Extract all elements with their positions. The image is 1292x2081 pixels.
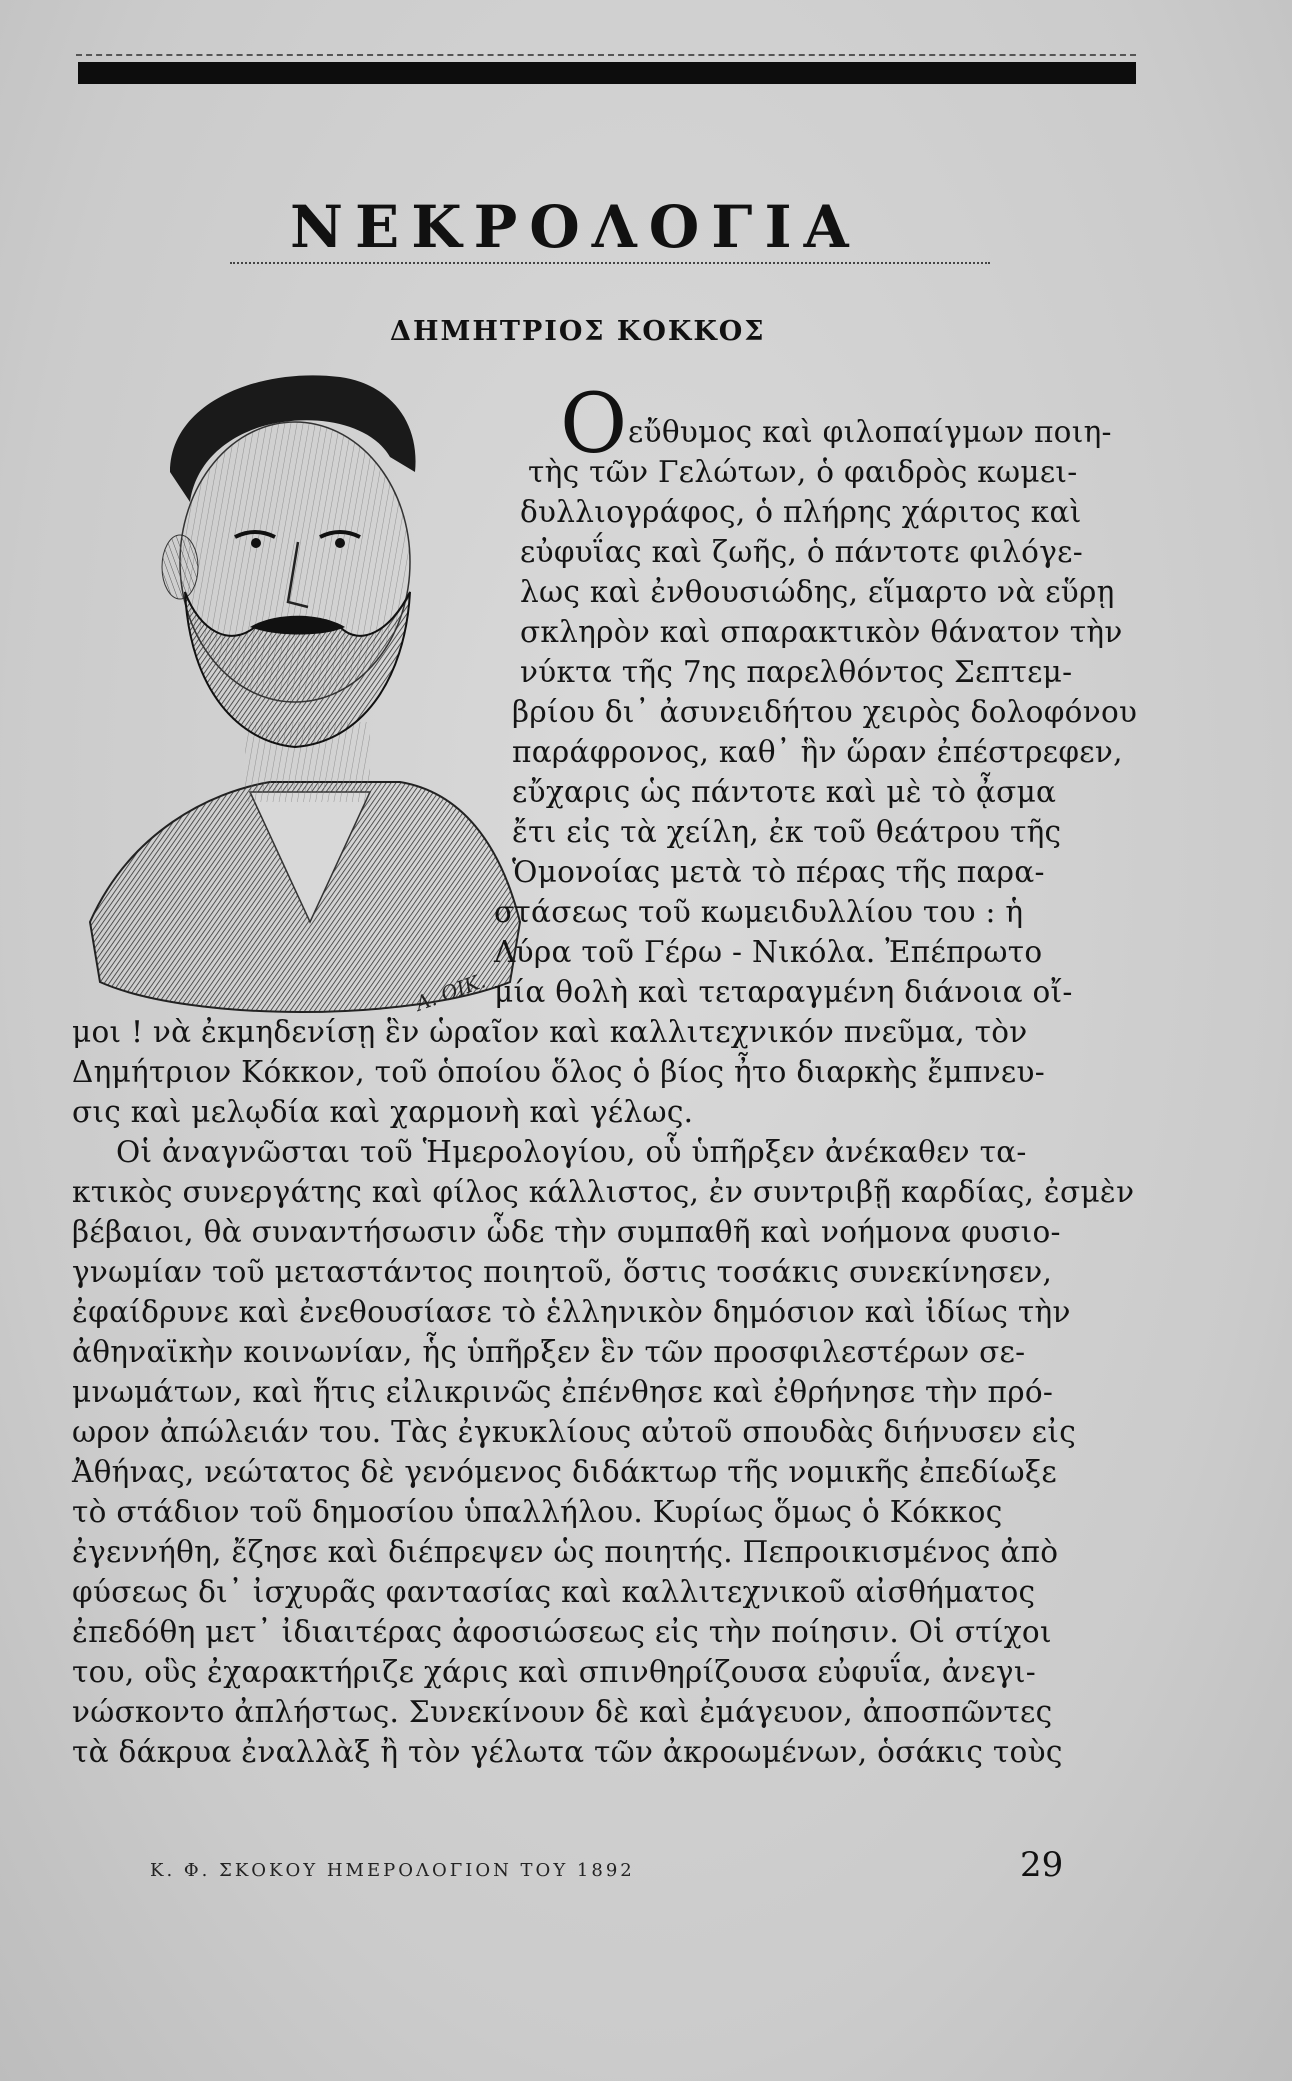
column-line: μία θολὴ καὶ τεταραγμένη διάνοια οἴ- bbox=[494, 975, 1073, 1009]
article-subtitle: ΔΗΜΗΤΡΙΟΣ ΚΟΚΚΟΣ bbox=[390, 316, 766, 347]
body-line: μοι ! νὰ ἐκμηδενίσῃ ἓν ὡραῖον καὶ καλλιτεχνικόν πνεῦμα, τὸν bbox=[72, 1015, 1028, 1049]
body-line: ωρον ἀπώλειάν του. Τὰς ἐγκυκλίους αὐτοῦ σπουδὰς διήνυσεν εἰς bbox=[72, 1415, 1077, 1449]
top-black-rule bbox=[78, 62, 1136, 84]
body-line: βέβαιοι, θὰ συναντήσωσιν ὧδε τὴν συμπαθῆ καὶ νοήμονα φυσιο- bbox=[72, 1215, 1061, 1249]
page-number: 29 bbox=[1020, 1845, 1064, 1885]
body-line: Ἀθήνας, νεώτατος δὲ γενόμενος διδάκτωρ τῆς νομικῆς ἐπεδίωξε bbox=[72, 1455, 1057, 1489]
column-line: παράφρονος, καθ᾽ ἣν ὥραν ἐπέστρεφεν, bbox=[512, 735, 1123, 769]
running-footer: Κ. Φ. ΣΚΟΚΟΥ ΗΜΕΡΟΛΟΓΙΟΝ ΤΟΥ 1892 bbox=[150, 1860, 635, 1881]
body-line: γνωμίαν τοῦ μεταστάντος ποιητοῦ, ὅστις τοσάκις συνεκίνησεν, bbox=[72, 1255, 1053, 1289]
body-line: φύσεως δι᾽ ἰσχυρᾶς φαντασίας καὶ καλλιτεχνικοῦ αἰσθήματος bbox=[72, 1575, 1036, 1609]
body-line: Οἱ ἀναγνῶσται τοῦ Ἡμερολογίου, οὗ ὑπῆρξεν ἀνέκαθεν τα- bbox=[116, 1135, 1027, 1169]
column-line: στάσεως τοῦ κωμειδυλλίου του : ἡ bbox=[494, 895, 1024, 929]
column-line: ἔτι εἰς τὰ χείλη, ἐκ τοῦ θεάτρου τῆς bbox=[512, 815, 1062, 849]
drop-cap: Ο bbox=[560, 377, 628, 472]
column-line: τὴς τῶν Γελώτων, ὁ φαιδρὸς κωμει- bbox=[528, 455, 1078, 489]
column-line: βρίου δι᾽ ἀσυνειδήτου χειρὸς δολοφόνου bbox=[512, 695, 1138, 729]
title-underline bbox=[230, 262, 990, 264]
column-line: εὐφυΐας καὶ ζωῆς, ὁ πάντοτε φιλόγε- bbox=[520, 535, 1083, 569]
column-line: σκληρὸν καὶ σπαρακτικὸν θάνατον τὴν bbox=[520, 615, 1123, 649]
engraver-signature: Α. ΟΙΚ. bbox=[412, 968, 489, 1016]
column-line: λως καὶ ἐνθουσιώδης, εἵμαρτο νὰ εὕρῃ bbox=[520, 575, 1115, 609]
column-line: εὔθυμος καὶ φιλοπαίγμων ποιη- bbox=[628, 415, 1112, 449]
body-line: μνωμάτων, καὶ ἥτις εἰλικρινῶς ἐπένθησε καὶ ἐθρήνησε τὴν πρό- bbox=[72, 1375, 1054, 1409]
body-line: Δημήτριον Κόκκον, τοῦ ὁποίου ὅλος ὁ βίος ἦτο διαρκὴς ἔμπνευ- bbox=[72, 1055, 1045, 1089]
portrait-engraving bbox=[70, 362, 530, 1022]
body-line: σις καὶ μελῳδία καὶ χαρμονὴ καὶ γέλως. bbox=[72, 1095, 694, 1129]
body-line: ἐφαίδρυνε καὶ ἐνεθουσίασε τὸ ἑλληνικὸν δημόσιον καὶ ἰδίως τὴν bbox=[72, 1295, 1071, 1329]
body-line: τὰ δάκρυα ἐναλλὰξ ἢ τὸν γέλωτα τῶν ἀκροωμένων, ὁσάκις τοὺς bbox=[72, 1735, 1063, 1769]
column-line: εὔχαρις ὡς πάντοτε καὶ μὲ τὸ ᾆσμα bbox=[512, 775, 1057, 809]
body-line: ἀθηναϊκὴν κοινωνίαν, ἧς ὑπῆρξεν ἓν τῶν προσφιλεστέρων σε- bbox=[72, 1335, 1026, 1369]
column-line: νύκτα τῆς 7ης παρελθόντος Σεπτεμ- bbox=[520, 655, 1073, 689]
body-line: ἐγεννήθη, ἔζησε καὶ διέπρεψεν ὡς ποιητής. Πεπροικισμένος ἀπὸ bbox=[72, 1535, 1059, 1569]
column-line: δυλλιογράφος, ὁ πλήρης χάριτος καὶ bbox=[520, 495, 1082, 529]
top-dashed-rule bbox=[76, 54, 1136, 56]
page-title: ΝΕΚΡΟΛΟΓΙΑ bbox=[290, 193, 861, 261]
column-line: Ὁμονοίας μετὰ τὸ πέρας τῆς παρα- bbox=[512, 855, 1045, 889]
column-line: Λύρα τοῦ Γέρω - Νικόλα. Ἐπέπρωτο bbox=[494, 935, 1043, 969]
body-line: ἐπεδόθη μετ᾽ ἰδιαιτέρας ἀφοσιώσεως εἰς τὴν ποίησιν. Οἱ στίχοι bbox=[72, 1615, 1052, 1649]
body-line: του, οὓς ἐχαρακτήριζε χάρις καὶ σπινθηρίζουσα εὐφυΐα, ἀνεγι- bbox=[72, 1655, 1036, 1689]
body-line: κτικὸς συνεργάτης καὶ φίλος κάλλιστος, ἐν συντριβῇ καρδίας, ἐσμὲν bbox=[72, 1175, 1135, 1209]
body-line: τὸ στάδιον τοῦ δημοσίου ὑπαλλήλου. Κυρίως ὅμως ὁ Κόκκος bbox=[72, 1495, 1003, 1529]
body-line: νώσκοντο ἀπλήστως. Συνεκίνουν δὲ καὶ ἐμάγευον, ἀποσπῶντες bbox=[72, 1695, 1053, 1729]
